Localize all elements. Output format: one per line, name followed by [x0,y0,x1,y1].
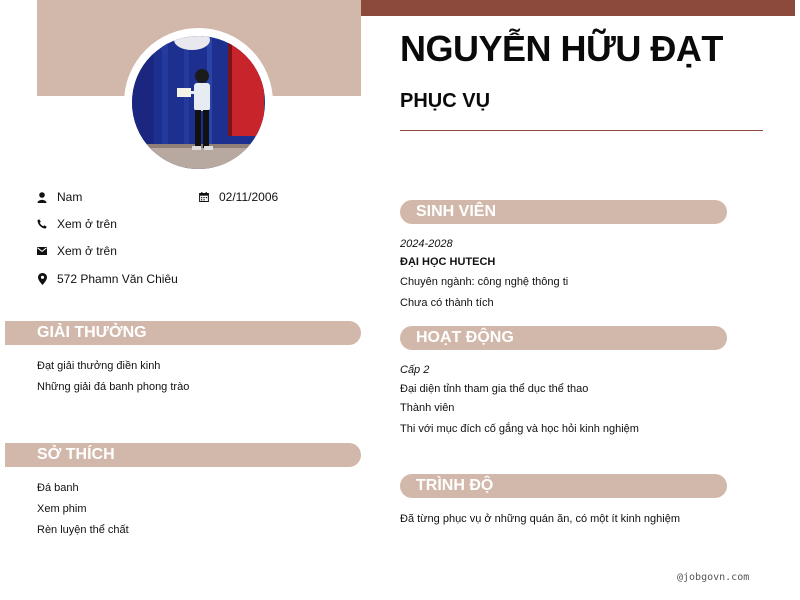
phone-row [37,217,117,231]
award-item: Những giải đá banh phong trào [37,381,190,393]
hobbies-heading: SỞ THÍCH [5,443,361,467]
qualification-description: Đã từng phục vụ ở những quán ăn, có một ít kinh nghiệm [400,513,680,525]
qualification-heading: TRÌNH ĐỘ [400,474,727,498]
phone-value: Xem ở trên [57,217,117,231]
footer-watermark: @jobgovn.com [677,572,750,583]
education-school: ĐẠI HỌC HUTECH [400,256,496,268]
birthdate-value: 02/11/2006 [219,190,279,204]
hobby-item: Rèn luyện thể chất [37,524,129,536]
awards-heading: GIẢI THƯỞNG [5,321,361,345]
gender-value: Nam [57,190,83,204]
education-heading: SINH VIÊN [400,200,727,224]
envelope-icon [37,245,47,257]
education-achievement: Chưa có thành tích [400,297,494,309]
activity-level: Cấp 2 [400,364,430,376]
education-period: 2024-2028 [400,238,453,250]
candidate-name: NGUYỄN HỮU ĐẠT [400,28,723,69]
email-value: Xem ở trên [57,244,117,258]
header-divider [400,130,763,131]
email-row [37,244,117,258]
activities-heading: HOẠT ĐỘNG [400,326,727,350]
gender-row [37,190,82,204]
address-value: 572 Phamn Văn Chiêu [57,272,178,286]
activity-line: Đại diện tỉnh tham gia thể dục thể thao [400,383,589,395]
hobby-item: Xem phim [37,503,87,515]
top-accent-bar [361,0,795,16]
award-item: Đạt giải thưởng điền kinh [37,360,161,372]
avatar [132,36,265,169]
hobby-item: Đá banh [37,482,79,494]
map-marker-icon [37,273,47,285]
job-position: PHỤC VỤ [400,90,491,112]
birthdate-row [199,190,278,204]
phone-icon [37,218,47,230]
education-major: Chuyên ngành: công nghệ thông ti [400,276,569,288]
address-row [37,272,178,286]
activity-line: Thành viên [400,402,455,414]
profile-photo [132,36,265,169]
user-icon [37,191,47,203]
calendar-icon [199,191,209,203]
activity-line: Thi với mục đích cố gắng và học hỏi kinh nghiệm [400,423,639,435]
